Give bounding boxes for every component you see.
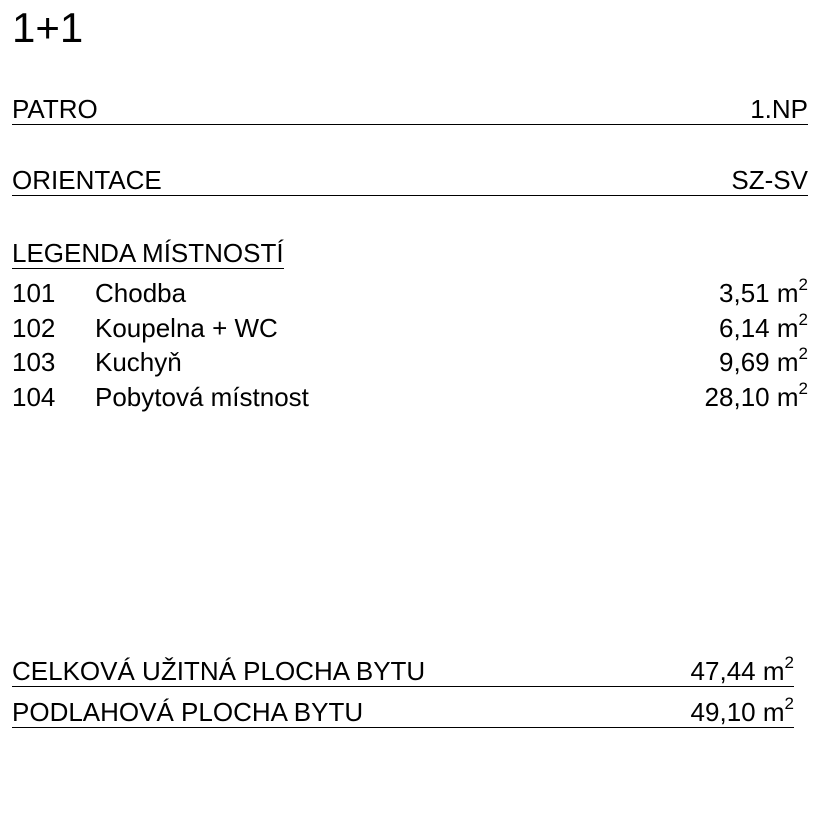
floor-area-value-group [690, 694, 794, 727]
area-unit-exponent: 2 [798, 378, 808, 398]
floor-area-value: 49,10 [690, 697, 756, 727]
floor-area-label: PODLAHOVÁ PLOCHA BYTU [12, 697, 364, 727]
area-unit: m [762, 697, 785, 727]
room-number: 104 [12, 381, 56, 412]
apartment-type-title: 1+1 [12, 4, 84, 51]
room-name: Kuchyň [95, 347, 182, 378]
room-name: Chodba [95, 278, 187, 308]
room-legend-list [12, 276, 808, 414]
floor-value: 1.NP [750, 94, 808, 124]
room-row [12, 345, 808, 380]
room-area [719, 345, 808, 380]
room-area [705, 380, 808, 415]
usable-area-value: 47,44 [690, 656, 756, 686]
area-unit: m [776, 381, 799, 412]
room-area-value: 9,69 [719, 347, 770, 378]
area-unit-exponent: 2 [798, 344, 808, 364]
usable-area-row [12, 653, 794, 687]
area-unit-exponent: 2 [784, 694, 794, 714]
floor-area-row [12, 694, 794, 728]
area-unit: m [776, 278, 799, 308]
area-unit-exponent: 2 [784, 653, 794, 673]
room-area [719, 276, 808, 311]
room-name: Koupelna + WC [95, 312, 278, 343]
room-number: 102 [12, 312, 56, 343]
area-unit: m [776, 347, 799, 378]
area-unit: m [762, 656, 785, 686]
orientation-label: ORIENTACE [12, 165, 162, 195]
room-number: 103 [12, 347, 56, 378]
room-name: Pobytová místnost [95, 381, 309, 412]
room-area-value: 28,10 [704, 381, 770, 412]
usable-area-value-group [690, 653, 794, 686]
floor-row [12, 94, 808, 125]
room-row [12, 311, 808, 346]
orientation-row [12, 165, 808, 196]
room-area-value: 3,51 [719, 278, 770, 308]
room-row [12, 276, 808, 311]
room-area [719, 311, 808, 346]
usable-area-label: CELKOVÁ UŽITNÁ PLOCHA BYTU [12, 656, 426, 686]
area-unit-exponent: 2 [798, 275, 808, 295]
area-unit: m [776, 312, 799, 343]
room-area-value: 6,14 [719, 312, 770, 343]
room-legend-heading: LEGENDA MÍSTNOSTÍ [12, 238, 284, 268]
area-unit-exponent: 2 [798, 309, 808, 329]
room-number: 101 [12, 278, 56, 308]
orientation-value: SZ-SV [731, 165, 808, 195]
room-row [12, 380, 808, 415]
floor-label: PATRO [12, 94, 98, 124]
